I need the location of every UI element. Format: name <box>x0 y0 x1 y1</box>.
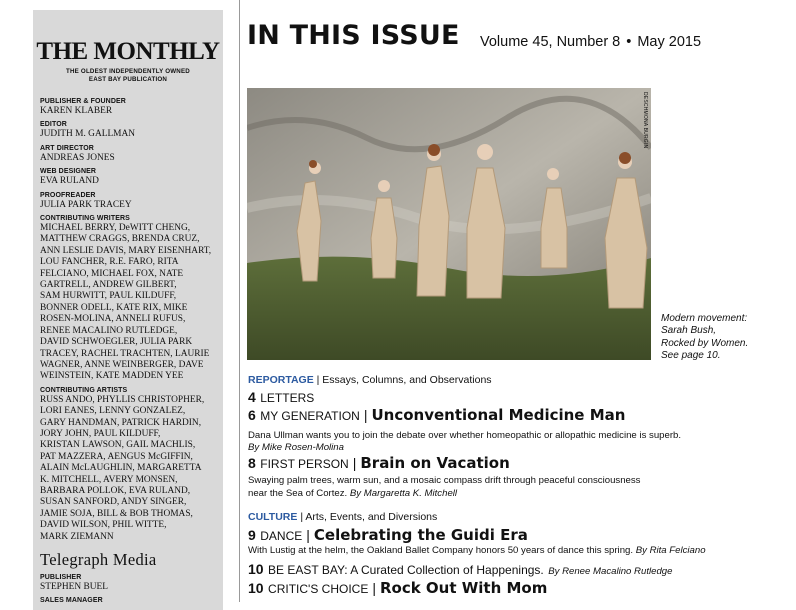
staff-role-heading: PUBLISHER & FOUNDER <box>40 98 126 105</box>
staff-name-line: WEINSTEIN, KATE MADDEN YEE <box>40 371 184 382</box>
staff-sidebar <box>33 10 223 610</box>
staff-names <box>40 176 222 187</box>
toc-entry-my-generation[interactable]: 6 MY GENERATION | Unconventional Medicine Man <box>248 406 626 424</box>
issue-date: May 2015 <box>637 34 702 50</box>
issue-title: IN THIS ISSUE <box>247 20 460 51</box>
toc-desc: near the Sea of Cortez. By Margaretta K. Mitchell <box>248 488 458 499</box>
staff-name-line: BONNER ODELL, KATE RIX, MIKE <box>40 302 188 313</box>
toc-entry-first-person[interactable]: 8 FIRST PERSON | Brain on Vacation <box>248 454 510 472</box>
staff-name-line: ROSEN-MOLINA, ANNELI RUFUS, <box>40 314 186 325</box>
staff-role-heading: CONTRIBUTING WRITERS <box>40 215 130 223</box>
staff-names <box>40 395 222 543</box>
staff-name-line: KRISTAN LAWSON, GAIL MACHLIS, <box>40 440 196 451</box>
staff-name-line: MARK ZIEMANN <box>40 531 114 542</box>
staff-name-line: BARBARA POLLOK, EVA RULAND, <box>40 485 191 496</box>
staff-name-line: DAVID SCHWOEGLER, JULIA PARK <box>40 337 193 348</box>
staff-name-line: ANDREAS JONES <box>40 152 115 163</box>
staff-name-line: JUDITH M. GALLMAN <box>40 129 136 140</box>
telegraph-media-heading: Telegraph Media <box>40 550 157 569</box>
toc-byline: By Renee Macalino Rutledge <box>548 566 673 577</box>
column-divider <box>239 0 240 602</box>
staff-name-line: K. MITCHELL, AVERY MONSEN, <box>40 474 178 485</box>
issue-meta: Volume 45, Number 8 • May 2015 <box>480 34 702 50</box>
staff-name-line: RENEE MACALINO RUTLEDGE, <box>40 325 178 336</box>
staff-name-line: EVA RULAND <box>40 176 99 187</box>
photo-credit: DESCHMONA BURGIN <box>642 92 648 149</box>
staff-role-heading: PUBLISHER <box>40 574 82 581</box>
toc-desc: With Lustig at the helm, the Oakland Ballet Company honors 50 years of dance this spring. By Rita Felciano <box>248 545 706 556</box>
toc-byline: By Rita Felciano <box>635 545 706 556</box>
staff-names <box>40 129 222 140</box>
staff-name-line: LORI EANES, LENNY GONZALEZ, <box>40 406 186 417</box>
staff-role-heading: PROOFREADER <box>40 191 96 199</box>
staff-name-line: PAT MAZZERA, AENGUS McGIFFIN, <box>40 451 193 462</box>
staff-name-line: JAMIE SOJA, BILL & BOB THOMAS, <box>40 508 193 519</box>
staff-role-heading: ART DIRECTOR <box>40 144 94 152</box>
masthead-logo: THE MONTHLY <box>36 38 220 65</box>
toc-entry-critics-choice[interactable]: 10 CRITIC'S CHOICE | Rock Out With Mom <box>248 579 548 597</box>
section-name: REPORTAGE <box>248 374 314 386</box>
staff-role-heading: CONTRIBUTING ARTISTS <box>40 386 128 394</box>
cover-photo <box>247 88 651 360</box>
section-reportage: REPORTAGE | Essays, Columns, and Observations <box>248 374 492 386</box>
masthead-tagline: THE OLDEST INDEPENDENTLY OWNED EAST BAY PUBLICATION <box>66 68 190 83</box>
toc-entry-dance[interactable]: 9 DANCE | Celebrating the Guidi Era <box>248 526 528 544</box>
toc-entry-letters[interactable]: 4 LETTERS <box>248 389 315 405</box>
staff-list <box>40 94 222 605</box>
staff-role-heading: EDITOR <box>40 121 67 129</box>
staff-name-line: JORY JOHN, PAUL KILDUFF, <box>40 428 161 439</box>
staff-name-line: WAGNER, ANNE WEINBERGER, DAVE <box>40 359 204 370</box>
staff-name-line: ANN LESLIE DAVIS, MARY EISENHART, <box>40 245 212 256</box>
toc-desc: Dana Ullman wants you to join the debate over whether homeopathic or allopathic medicine is superb. <box>248 430 682 441</box>
staff-names <box>40 153 222 164</box>
staff-names <box>40 106 222 117</box>
toc-byline: By Mike Rosen-Molina <box>248 442 344 453</box>
staff-name-line: ALAIN McLAUGHLIN, MARGARETTA <box>40 463 202 474</box>
staff-name-line: GARY HANDMAN, PATRICK HARDIN, <box>40 417 202 428</box>
staff-name-line: MICHAEL BERRY, DeWITT CHENG, <box>40 223 191 234</box>
staff-name-line: RUSS ANDO, PHYLLIS CHRISTOPHER, <box>40 394 205 405</box>
staff-name-line: SUSAN SANFORD, ANDY SINGER, <box>40 497 187 508</box>
section-name: CULTURE <box>248 511 298 523</box>
toc-byline: By Margaretta K. Mitchell <box>349 488 458 499</box>
toc-entry-be-east-bay[interactable]: 10 BE EAST BAY: A Curated Collection of Happenings. By Renee Macalino Rutledge <box>248 561 673 577</box>
staff-name-line: GARTRELL, ANDREW GILBERT, <box>40 280 177 291</box>
toc-desc: Swaying palm trees, warm sun, and a mosaic compass drift through peaceful consciousness <box>248 475 641 486</box>
staff-name-line: DAVID WILSON, PHIL WITTE, <box>40 520 167 531</box>
staff-names <box>40 582 222 593</box>
staff-name-line: TRACEY, RACHEL TRACHTEN, LAURIE <box>40 348 210 359</box>
staff-names <box>40 223 222 383</box>
staff-name-line: SAM HURWITT, PAUL KILDUFF, <box>40 291 177 302</box>
section-culture: CULTURE | Arts, Events, and Diversions <box>248 511 438 523</box>
staff-name-line: KAREN KLABER <box>40 106 113 116</box>
volume-number: Volume 45, Number 8 <box>480 34 621 50</box>
staff-name-line: MATTHEW CRAGGS, BRENDA CRUZ, <box>40 234 200 245</box>
staff-name-line: JULIA PARK TRACEY <box>40 199 132 210</box>
staff-names <box>40 200 222 211</box>
staff-name-line: STEPHEN BUEL <box>40 582 108 592</box>
staff-name-line: LOU FANCHER, R.E. FARO, RITA <box>40 257 179 268</box>
photo-caption: Modern movement: Sarah Bush, Rocked by Women. See page 10. <box>661 313 749 361</box>
staff-role-heading: WEB DESIGNER <box>40 168 97 176</box>
staff-name-line: FELCIANO, MICHAEL FOX, NATE <box>40 268 184 279</box>
staff-role-heading: SALES MANAGER <box>40 597 103 605</box>
